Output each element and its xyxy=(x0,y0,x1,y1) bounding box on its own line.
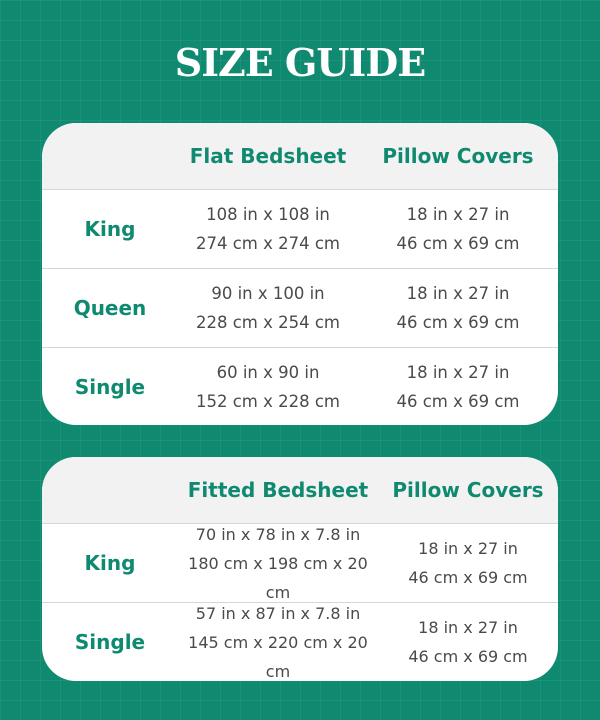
pillow-inches: 18 in x 27 in xyxy=(406,363,510,382)
flat-bedsheet-table xyxy=(42,123,558,425)
page-title: SIZE GUIDE xyxy=(174,40,426,85)
table-header xyxy=(42,457,558,524)
sheet-dimensions xyxy=(178,279,358,337)
pillow-dimensions xyxy=(358,358,558,416)
row-size-label: Single xyxy=(74,630,146,654)
sheet-cm: 228 cm x 254 cm xyxy=(195,313,341,332)
pillow-dimensions xyxy=(378,613,558,671)
table-row xyxy=(42,348,558,425)
column-header-sheet: Fitted Bedsheet xyxy=(187,478,369,502)
pillow-inches: 18 in x 27 in xyxy=(418,539,518,558)
column-header-sheet: Flat Bedsheet xyxy=(189,144,347,168)
sheet-inches: 90 in x 100 in xyxy=(211,284,325,303)
pillow-inches: 18 in x 27 in xyxy=(418,618,518,637)
sheet-cm: 180 cm x 198 cm x 20 cm xyxy=(188,553,368,602)
table-row xyxy=(42,190,558,269)
pillow-cm: 46 cm x 69 cm xyxy=(396,234,520,253)
row-size-label: Queen xyxy=(73,296,147,320)
column-header-pillow: Pillow Covers xyxy=(392,478,544,502)
table-header xyxy=(42,123,558,190)
sheet-inches: 108 in x 108 in xyxy=(206,205,330,224)
pillow-cm: 46 cm x 69 cm xyxy=(408,647,528,666)
fitted-bedsheet-table xyxy=(42,457,558,681)
pillow-dimensions xyxy=(378,534,558,592)
sheet-dimensions xyxy=(178,200,358,258)
pillow-cm: 46 cm x 69 cm xyxy=(396,392,520,411)
row-size-label: King xyxy=(84,551,136,575)
column-header-pillow: Pillow Covers xyxy=(382,144,534,168)
sheet-cm: 145 cm x 220 cm x 20 cm xyxy=(188,632,368,681)
pillow-cm: 46 cm x 69 cm xyxy=(408,568,528,587)
pillow-inches: 18 in x 27 in xyxy=(406,205,510,224)
sheet-dimensions xyxy=(178,520,378,607)
sheet-inches: 70 in x 78 in x 7.8 in xyxy=(195,524,361,544)
pillow-cm: 46 cm x 69 cm xyxy=(396,313,520,332)
table-row xyxy=(42,269,558,348)
sheet-dimensions xyxy=(178,599,378,682)
table-row xyxy=(42,603,558,681)
table-row xyxy=(42,524,558,603)
sheet-cm: 274 cm x 274 cm xyxy=(195,234,341,253)
sheet-inches: 60 in x 90 in xyxy=(216,363,320,382)
pillow-dimensions xyxy=(358,279,558,337)
sheet-dimensions xyxy=(178,358,358,416)
sheet-inches: 57 in x 87 in x 7.8 in xyxy=(195,603,361,623)
pillow-inches: 18 in x 27 in xyxy=(406,284,510,303)
sheet-cm: 152 cm x 228 cm xyxy=(195,392,341,411)
row-size-label: King xyxy=(84,217,136,241)
row-size-label: Single xyxy=(74,375,146,399)
pillow-dimensions xyxy=(358,200,558,258)
